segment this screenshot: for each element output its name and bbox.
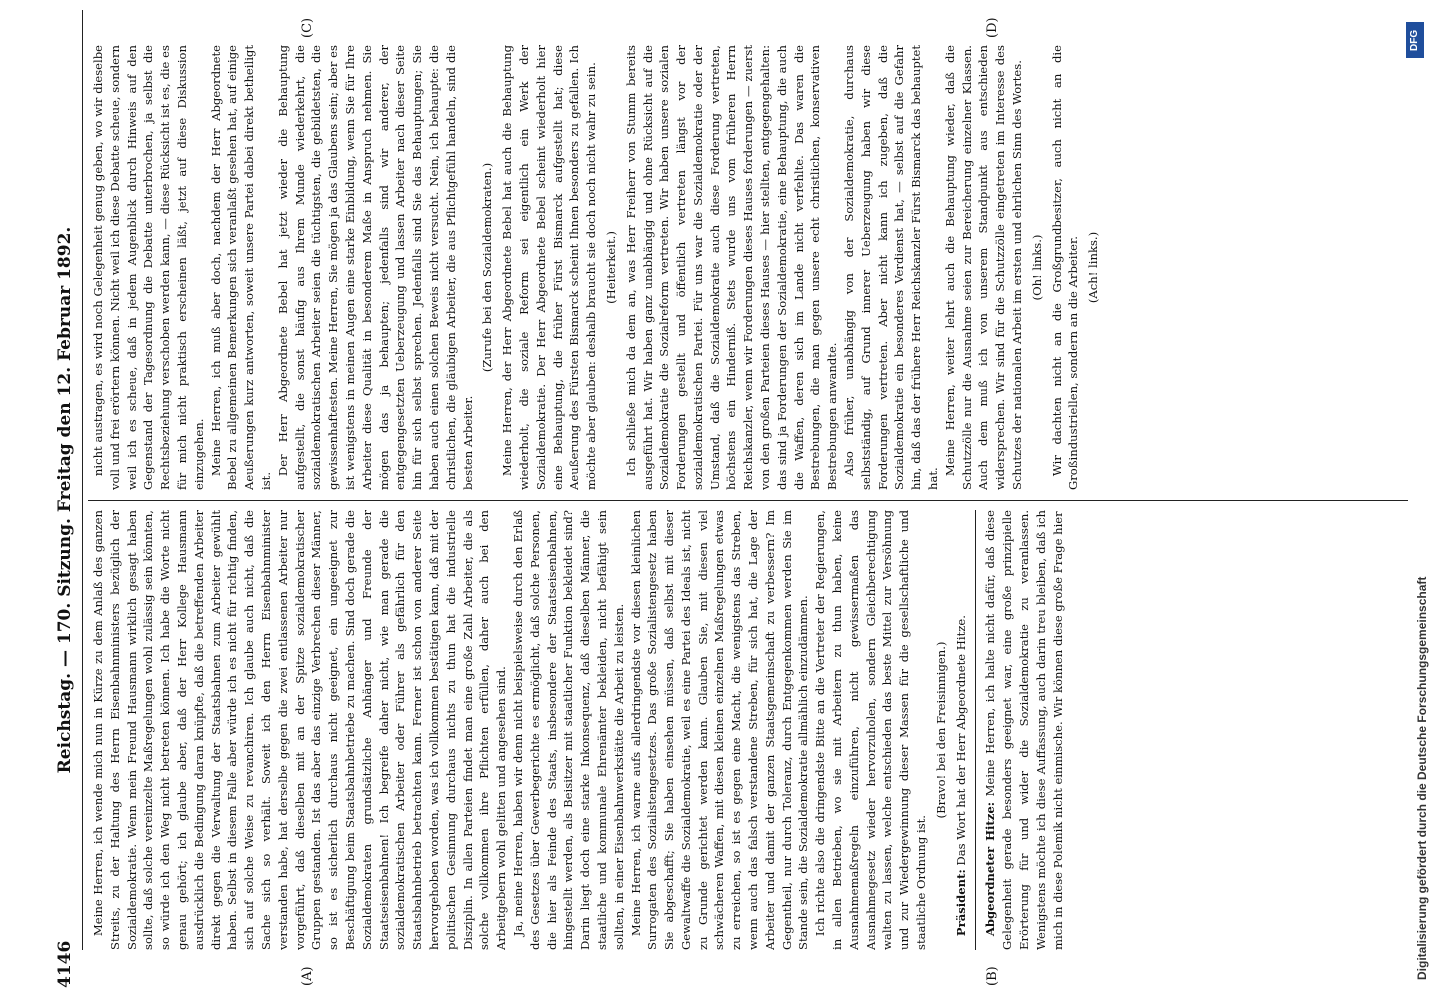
paragraph: nicht austragen, es wird noch Gelegenheit genug geben, wo wir dieselbe voll und frei erörtern können. Nicht weil ich diese Debatte scheue, sondern weil ich es scheue, daß in jedem Augenblick durch Hinweis auf den Gegenstand der Tagesordnung die Debatte unterbrochen, ja selbst die Rechtsbeziehung verschoben werden kann, — diese Rücksicht ist es, die es für mich nicht praktisch erscheinen läßt, jetzt auf diese Diskussion einzugehen. [91, 45, 206, 490]
page-header [55, 12, 79, 988]
session-title: Reichstag. — 170. Sitzung. Freitag den 12. Februar 1892. [55, 226, 75, 774]
president-speech [953, 510, 970, 950]
president-text: Das Wort hat der Herr Abgeordnete Hitze. [953, 615, 968, 866]
applause-remark: (Bravo! bei den Freisinnigen.) [933, 641, 948, 819]
left-column [90, 510, 1410, 950]
paragraph: Ich richte also die dringendste Bitte an die Vertreter der Regierungen, in allen Betrieben, wo sie mit Arbeitern zu thun haben, keine Ausnahmemaßregeln einzuführen, nicht gewissermaßen das Ausnahmegesetz wieder hervorzuholen, sondern Gleichberechtigung walten zu lassen, welche entschieden das beste Mittel zur Versöhnung und zur Wiedergewinnung dieser Massen für die gesellschaftliche und staatliche Ordnung ist. [813, 510, 929, 950]
header-rule [82, 10, 83, 950]
president-label: Präsident: [953, 869, 968, 937]
margin-marker-c: (C) [300, 17, 315, 38]
paragraph: Wir dachten nicht an die Großgrundbesitzer, auch nicht an die Großindustriellen, sondern an die Arbeiter. [1049, 45, 1081, 490]
paragraph: Also früher, unabhängig von der Sozialdemokratie, durchaus selbstständig, auf Grund innerer Ueberzeugung haben wir diese Forderungen vertreten. Aber nicht kann ich zugeben, daß die Sozialdemokratie ein besonderes Verdienst hat, — selbst auf die Gefahr hin, daß das der frühere Herr Reichskanzler Fürst Bismarck das behauptet hat. [842, 45, 941, 490]
interjection-remark: (Ach! links.) [1086, 231, 1101, 304]
paragraph: Meine Herren, der Herr Abgeordnete Bebel hat auch die Behauptung wiederholt, die soziale Reform sei eigentlich ein Werk der Sozialdemokratie. Der Herr Abgeordnete Bebel scheint wiederholt hier eine Behauptung, die früher Fürst Bismarck aufgestellt hat; diese Aeußerung des Fürsten Bismarck scheint Ihnen besonders zu gefallen. Ich möchte aber glauben: deshalb braucht sie doch noch nicht wahr zu sein. [500, 45, 599, 490]
margin-marker-a: (A) [300, 966, 315, 986]
digitization-credit [1405, 20, 1429, 980]
margin-marker-b: (B) [985, 966, 1000, 986]
paragraph: Meine Herren, ich warne aufs allerdringendste vor diesen kleinlichen Surrogaten des Sozialistengesetzes. Das große Sozialistengesetz haben Sie abgeschafft; Sie haben einsehen müssen, daß selbst mit dieser Gewaltwaffe die Sozialdemokratie, weil es eine Partei des Ideals ist, nicht zu Grunde gerichtet werden kann. Glauben Sie, mit diesen viel schwächeren Waffen, mit diesen kleinen einzelnen Maßregelungen etwas zu erreichen, so ist es gegen eine Macht, die wenigstens das Streben, wenn auch das falsch verstandene Streben, für sich hat, die Lage der Arbeiter und damit der ganzen Staatsgemeinschaft zu verbessern? Im Gegentheil, nur durch Toleranz, durch Entgegenkommen werden Sie im Stande sein, die Sozialdemokratie allmählich einzudämmen. [628, 510, 811, 950]
section-rule [975, 510, 976, 950]
paragraph: Meine Herren, weiter lehrt auch die Behauptung wieder, daß die Schutzzölle nur die Ausnahme seien zur Bereicherung einzelner Klassen. Auch dem muß ich von unserem Standpunkt aus entschieden widersprechen. Wir sind für die Schutzzölle eingetreten im Interesse des Schutzes der nationalen Arbeit im ersten und ehrlichen Sinn des Wortes. [942, 45, 1025, 490]
margin-marker-d: (D) [985, 17, 1000, 38]
interjection-remark: (Oh! links.) [1029, 234, 1044, 301]
column-rule [88, 500, 1408, 501]
paragraph: Der Herr Abgeordnete Bebel hat jetzt wieder die Behauptung aufgestellt, die sonst häufig aus Ihrem Munde wiederkehrt, die sozialdemokratischen Arbeiter seien die tüchtigsten, die gebildetsten, die gewissenhaftesten. Meine Herren, Sie mögen ja das Glaubens sein; aber es ist wenigstens in meinen Augen eine starke Einbildung, wenn Sie für Ihre Arbeiter diese Qualität in besonderem Maße in Anspruch nehmen. Sie mögen das ja behaupten; jedenfalls sind wir anderer, der entgegengesetzten Ueberzeugung und lassen Arbeiter nach dieser Seite hin für sich selbst sprechen. Jedenfalls sind Sie das Behauptungen; Sie haben auch einen solchen Beweis nicht versucht. Nein, ich behaupte: die christlichen, die gläubigen Arbeiter, die aus Pflichtgefühl handeln, sind die besten Arbeiter. [275, 45, 475, 490]
hitze-text: Meine Herren, ich halte nicht dafür, daß diese Gelegenheit gerade besonders geeignet war, eine große prinzipielle Erörterung für und wider die Sozialdemokratie zu veranlassen. Wenigstens möchte ich diese Auffassung, auch darin treu bleiben, daß ich mich in diese Polemik nicht einmische. Wir können diese große Frage hier [983, 510, 1065, 950]
credit-text: Digitalisierung gefördert durch die Deutsche Forschungsgemeinschaft [1415, 576, 1429, 980]
page-number: 4146 [55, 940, 75, 988]
hitze-speech [982, 510, 1066, 950]
hitze-label: Abgeordneter Hitze: [983, 801, 998, 937]
interjection-remark: (Zurufe bei den Sozialdemokraten.) [480, 162, 495, 373]
paragraph: Ich schließe mich da dem an, was Herr Freiherr von Stumm bereits ausgeführt hat. Wir haben ganz unabhängig und ohne Rücksicht auf die Sozialdemokratie die Sozialreform vertreten. Wir haben unsere sozialen Forderungen gestellt und öffentlich vertreten längst vor der sozialdemokratischen Partei. Für uns war die Sozialdemokratie oder der Umstand, daß die Sozialdemokratie auch diese Forderung vertreten, höchstens ein Hinderniß. Stets wurde uns vom früheren Herrn Reichskanzler, wenn wir Forderungen dieses Hauses forderungen — zuerst von den großen Parteien dieses Hauses — hier stellten, entgegengehalten: das sind ja Forderungen der Sozialdemokratie, eine Behauptung, die auch die Waffen, deren sich im Lande nicht verfehlte. Das waren die Bestrebungen, die man gegen unsere echt christlichen, konservativen Bestrebungen anwandte. [623, 45, 840, 490]
paragraph: Meine Herren, ich muß aber doch, nachdem der Herr Abgeordnete Bebel zu allgemeinen Bemerkungen sich veranlaßt gesehen hat, auf einige Aeußerungen kurz antworten, soweit unsere Partei dabei direkt betheiligt ist. [208, 45, 273, 490]
laughter-remark: (Heiterkeit.) [603, 231, 618, 304]
paragraph: Meine Herren, ich wende mich nun in Kürze zu dem Anlaß des ganzen Streits, zu der Haltung des Herrn Eisenbahnministers bezüglich der Sozialdemokratie. Wenn mein Freund Hausmann wirklich gesagt haben sollte, daß solche vereinzelte Maßregelungen wohl zulässig sein könnten, so würde ich den Weg nicht betreten können. Ich habe die Worte nicht genau gehört; ich glaube aber, daß der Herr Kollege Hausmann ausdrücklich die Bedingung daran knüpfte, daß die betreffenden Arbeiter direkt gegen die Verwaltung der Staatsbahnen zum Arbeiter gewühlt haben. Selbst in diesem Falle aber würde ich es nicht für richtig finden, sich auf solche Weise zu revanchiren. Ich glaube auch nicht, daß die Sache sich so verhält. Soweit ich den Herrn Eisenbahnminister verstanden habe, hat derselbe gegen die zwei entlassenen Arbeiter nur vorgeführt, daß dieselben mit an der Spitze sozialdemokratischer Gruppen gestanden. Ist das aber das einzige Verbrechen dieser Männer, so ist es sicherlich durchaus nicht geeignet, ein ungeeignet zur Beschäftigung beim Staatsbahnbetriebe zu machen. Sind doch gerade die Sozialdemokraten grundsätzliche Anhänger und Freunde der Staatseisenbahnen! Ich begreife daher nicht, wie man gerade die sozialdemokratischen Arbeiter oder Führer als gefährlich für den Staatsbahnbetrieb betrachten kann. Ferner ist schon von anderer Seite hervorgehoben worden, was ich vollkommen bestätigen kann, daß mit der politischen Gesinnung durchaus nichts zu thun hat die industrielle Disziplin. In allen Parteien findet man eine große Zahl Arbeiter, die als solche vollkommen ihre Pflichten erfüllen, daher auch bei den Arbeitgebern wohl gelitten und angesehen sind. [91, 510, 509, 950]
dfg-logo: DFG [1406, 22, 1424, 58]
paragraph: Ja, meine Herren, haben wir denn nicht beispielsweise durch den Erlaß des Gesetzes über Gewerbegerichte es ermöglicht, daß solche Personen, die hier als Feinde des Staats, insbesondere der Staatseisenbahnen, hingestellt werden, als Beisitzer mit staatlicher Funktion bekleidet sind? Darin liegt doch eine starke Inkonsequenz, daß dieselben Männer, die staatliche und kommunale Ehrenämter bekleiden, nicht befähigt sein sollten, in einer Eisenbahnwerkstätte die Arbeit zu leisten. [510, 510, 626, 950]
right-column [90, 45, 1410, 490]
